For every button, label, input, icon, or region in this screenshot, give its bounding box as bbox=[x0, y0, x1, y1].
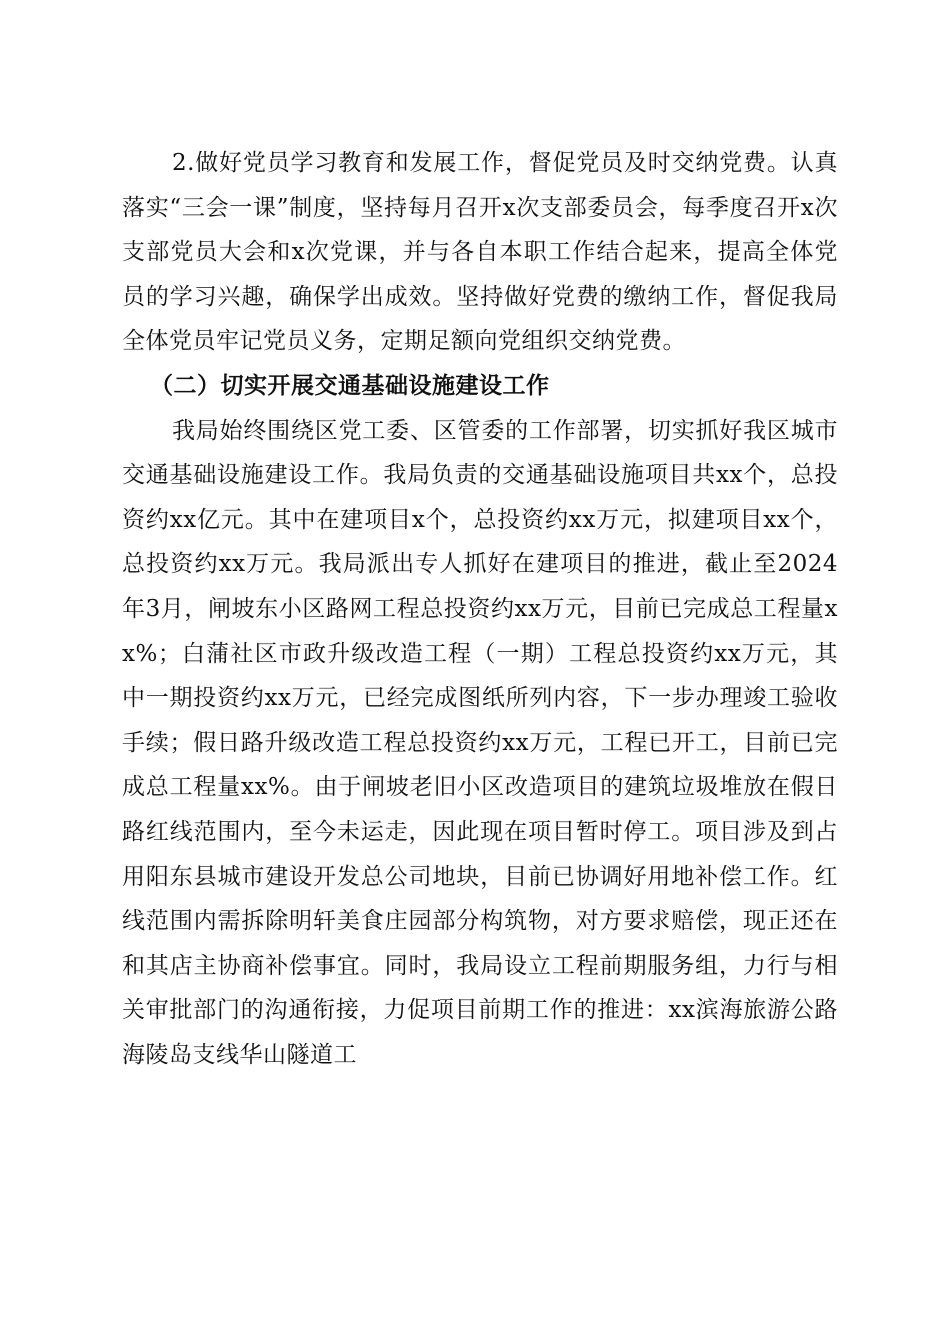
document-body bbox=[122, 141, 838, 1077]
paragraph-infrastructure-projects: 我局始终围绕区党工委、区管委的工作部署，切实抓好我区城市交通基础设施建设工作。我局负责的交通基础设施项目共xx个，总投资约xx亿元。其中在建项目x个，总投资约xx万元，拟建项目xx个，总投资约xx万元。我局派出专人抓好在建项目的推进，截止至2024年3月，闸坡东小区路网工程总投资约xx万元，目前已完成总工程量xx%；白蒲社区市政升级改造工程（一期）工程总投资约xx万元，其中一期投资约xx万元，已经完成图纸所列内容，下一步办理竣工验收手续；假日路升级改造工程总投资约xx万元，工程已开工，目前已完成总工程量xx%。由于闸坡老旧小区改造项目的建筑垃圾堆放在假日路红线范围内，至今未运走，因此现在项目暂时停工。项目涉及到占用阳东县城市建设开发总公司地块，目前已协调好用地补偿工作。红线范围内需拆除明轩美食庄园部分构筑物，对方要求赔偿，现正还在和其店主协商补偿事宜。同时，我局设立工程前期服务组，力行与相关审批部门的沟通衔接，力促项目前期工作的推进：xx滨海旅游公路海陵岛支线华山隧道工 bbox=[122, 417, 838, 1068]
paragraph-party-education: 2.做好党员学习教育和发展工作，督促党员及时交纳党费。认真落实“三会一课”制度，坚持每月召开x次支部委员会，每季度召开x次支部党员大会和x次党课，并与各自本职工作结合起来，提高全体党员的学习兴趣，确保学出成效。坚持做好党费的缴纳工作，督促我局全体党员牢记党员义务，定期足额向党组织交纳党费。 bbox=[122, 150, 838, 355]
section-heading-infrastructure: （二）切实开展交通基础设施建设工作 bbox=[150, 371, 550, 399]
